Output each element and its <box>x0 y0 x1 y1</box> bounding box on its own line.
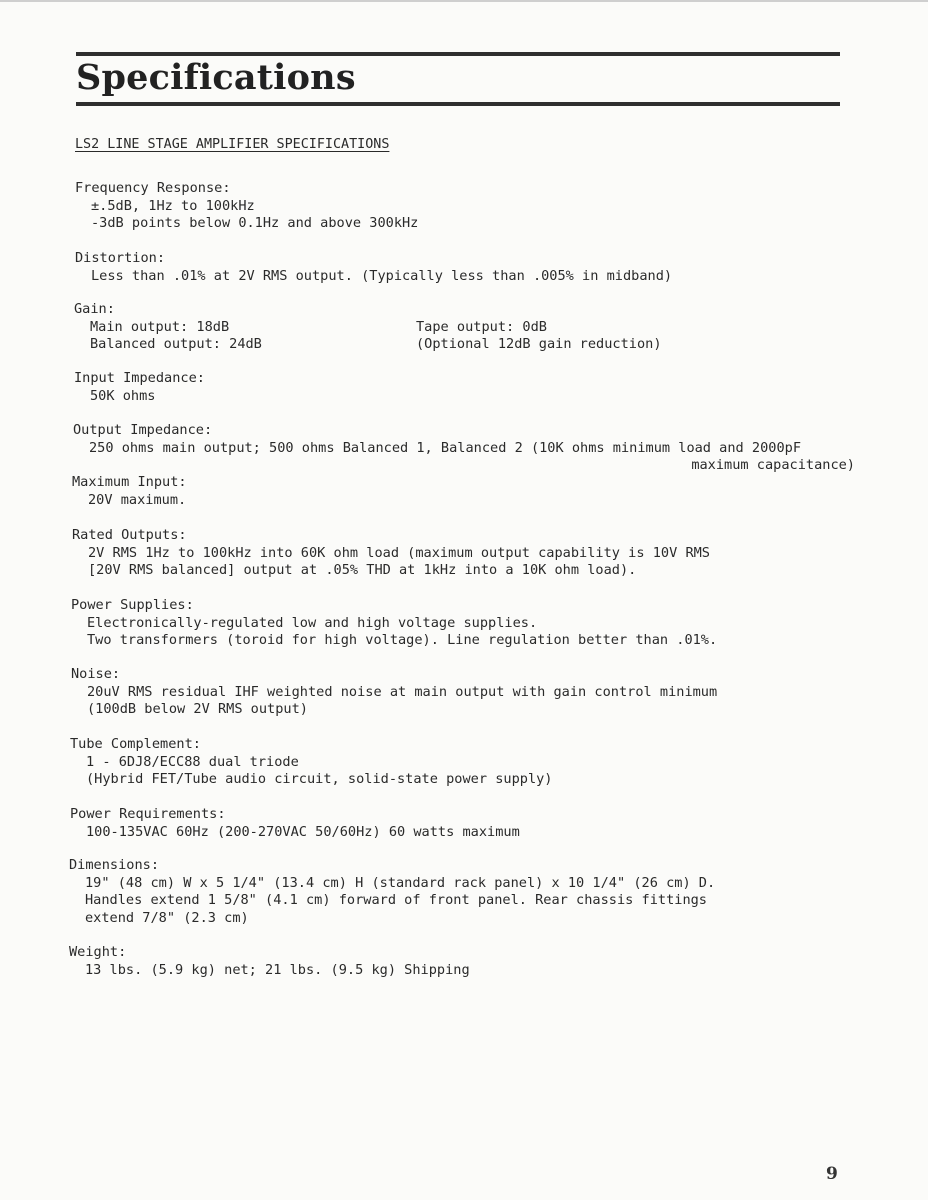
spec-line: 20uV RMS residual IHF weighted noise at main output with gain control minimum <box>87 683 718 700</box>
gain-right-column <box>416 319 662 354</box>
section-heading: Noise: <box>71 666 121 682</box>
spec-line: Less than .01% at 2V RMS output. (Typically less than .005% in midband) <box>91 267 673 284</box>
spec-line: 13 lbs. (5.9 kg) net; 21 lbs. (9.5 kg) Shipping <box>85 961 470 978</box>
spec-subheading: LS2 LINE STAGE AMPLIFIER SPECIFICATIONS <box>75 137 390 152</box>
spec-line: extend 7/8" (2.3 cm) <box>85 909 249 926</box>
section-heading: Power Supplies: <box>71 597 194 613</box>
spec-line: 250 ohms main output; 500 ohms Balanced 1, Balanced 2 (10K ohms minimum load and 2000pF <box>89 439 802 456</box>
spec-line: 20V maximum. <box>88 491 187 508</box>
section-rated-outputs <box>72 527 710 580</box>
page-top-edge <box>0 0 928 2</box>
spec-line: 2V RMS 1Hz to 100kHz into 60K ohm load (maximum output capability is 10V RMS <box>88 544 710 561</box>
section-heading: Maximum Input: <box>72 474 187 490</box>
spec-line: 1 - 6DJ8/ECC88 dual triode <box>86 753 299 770</box>
spec-line-continuation: maximum capacitance) <box>691 457 855 473</box>
page-title: Specifications <box>76 57 356 98</box>
gain-columns <box>74 319 662 354</box>
spec-line: 100-135VAC 60Hz (200-270VAC 50/60Hz) 60 watts maximum <box>86 823 520 840</box>
section-weight <box>69 944 470 979</box>
spec-line: (100dB below 2V RMS output) <box>87 701 308 717</box>
spec-line: (Optional 12dB gain reduction) <box>416 336 662 352</box>
spec-line: (Hybrid FET/Tube audio circuit, solid-state power supply) <box>86 771 553 787</box>
spec-line: ±.5dB, 1Hz to 100kHz <box>91 197 255 214</box>
title-rule-bottom <box>76 102 840 106</box>
section-frequency-response <box>75 180 418 233</box>
section-dimensions <box>69 857 715 927</box>
section-heading: Frequency Response: <box>75 180 231 196</box>
gain-left-column <box>90 319 416 354</box>
section-power-requirements <box>70 806 520 841</box>
spec-line: Electronically-regulated low and high voltage supplies. <box>87 614 538 631</box>
section-distortion <box>75 250 672 285</box>
section-heading: Gain: <box>74 301 115 317</box>
spec-line: Two transformers (toroid for high voltage). Line regulation better than .01%. <box>87 632 718 648</box>
page-number: 9 <box>826 1164 838 1184</box>
spec-line: -3dB points below 0.1Hz and above 300kHz <box>91 215 419 231</box>
section-maximum-input <box>72 474 187 509</box>
spec-line: Tape output: 0dB <box>416 318 547 335</box>
spec-line: 19" (48 cm) W x 5 1/4" (13.4 cm) H (standard rack panel) x 10 1/4" (26 cm) D. <box>85 874 716 891</box>
section-heading: Dimensions: <box>69 857 160 873</box>
section-heading: Weight: <box>69 944 127 960</box>
section-heading: Output Impedance: <box>73 422 213 438</box>
section-input-impedance <box>74 370 205 405</box>
section-heading: Power Requirements: <box>70 806 226 822</box>
spec-line: Balanced output: 24dB <box>90 336 262 352</box>
section-heading: Rated Outputs: <box>72 527 187 543</box>
section-heading: Input Impedance: <box>74 370 205 386</box>
section-gain <box>74 301 662 354</box>
spec-line: Handles extend 1 5/8" (4.1 cm) forward of front panel. Rear chassis fittings <box>85 892 707 908</box>
spec-line: [20V RMS balanced] output at .05% THD at 1kHz into a 10K ohm load). <box>88 562 637 578</box>
section-output-impedance <box>73 422 855 475</box>
spec-line: Main output: 18dB <box>90 318 230 335</box>
section-heading: Tube Complement: <box>70 736 201 752</box>
spec-line: 50K ohms <box>90 387 156 404</box>
section-heading: Distortion: <box>75 250 166 266</box>
section-power-supplies <box>71 597 717 650</box>
section-tube-complement <box>70 736 553 789</box>
section-noise <box>71 666 717 719</box>
